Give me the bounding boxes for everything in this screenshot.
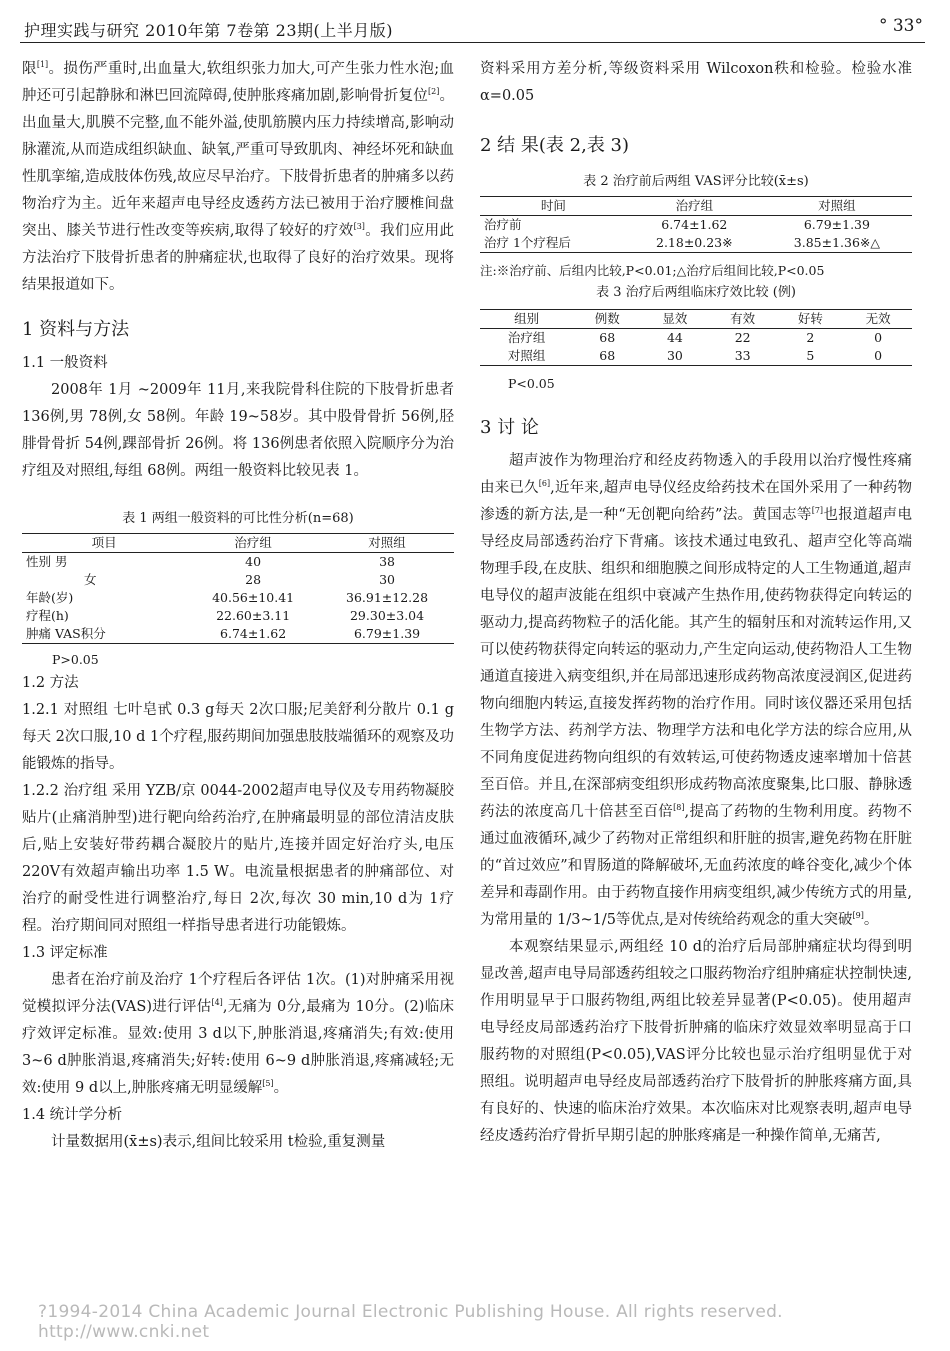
- table-1: [22, 509, 454, 670]
- table-3-caption: 表 3 治疗后两组临床疗效比较 (例): [596, 285, 796, 300]
- table-row: 治疗组 68 44 22 2 0: [507, 330, 883, 345]
- treatment-group-paragraph: 1.2.2 治疗组 采用 YZB/京 0044-2002超声电导仪及专用药物凝胶贴片(止痛消肿型)进行靶向给药治疗,在肿痛最明显的部位清洁皮肤后,贴上安装好带药耦合凝胶片的贴片,连接并固定好治疗头,电压 220V有效超声输出功率 1.5 W。电流量根据患者的肿痛部位、对治疗的耐受性进行调整治疗,每日 2次,每次 30 min,10 d为 1疗程。治疗期间同对照组一样指导患者进行功能锻炼。: [22, 783, 454, 934]
- section-2-heading: 2 结 果(表 2,表 3): [480, 135, 630, 156]
- table-header: 治疗组: [234, 535, 272, 550]
- table-2: [480, 172, 912, 281]
- discussion-paragraph-1: 超声波作为物理治疗和经皮药物透入的手段用以治疗慢性疼痛由来已久[6],近年来,超声电导仪经皮给药技术在国外采用了一种药物渗透的新方法,是一种“无创靶向给药”法。黄国志等[7]也报道超声电导经皮局部透药治疗下背痛。该技术通过电致孔、超声空化等高端物理手段,在皮肤、组织和细胞膜之间形成特定的人工生物通道,超声电导仪的超声波能在组织中衰减产生热作用,使药物获得定向转运的驱动力,提高药物粒子的活化能。其产生的辐射压和对流转运作用,又可以使药物获得定向转运的驱动力,产生定向运动,使药物沿人工生物通道直接进入病变组织,并在局部迅速形成药物高浓度浸润区,促进药物向细胞内转运,直接发挥药物的治疗作用。同时该仪器还采用包括生物学方法、药剂学方法、物理学方法和电化学方法的综合应用,从不同角度促进药物向组织的有效转运,可使药物透皮速率增加十倍甚至百倍。并且,在深部病变组织形成药物高浓度聚集,比口服、静脉透药法的浓度高几十倍甚至百倍[8],提高了药物的生物利用度。药物不通过血液循环,减少了药物对正常组织和肝脏的损害,避免药物在肝脏的“首过效应”和胃肠道的降解破坏,无血药浓度的峰谷变化,减少个体差异和毒副作用。由于药物直接作用病变组织,减少传统方式的用量,为常用量的 1/3~1/5等优点,是对传统给药观念的重大突破[9]。: [480, 453, 913, 928]
- copyright-footer: ?1994-2014 China Academic Journal Electronic Publishing House. All rights reserved. http://www.cnki.net: [38, 1302, 783, 1342]
- statistics-paragraph-continued: 资料采用方差分析,等级资料采用 Wilcoxon秩和检验。检验水准 α=0.05: [480, 61, 912, 104]
- subsection-1-4-heading: 1.4 统计学分析: [22, 1107, 123, 1123]
- table-header: 对照组: [368, 535, 406, 550]
- table-row: 对照组 68 30 33 5 0: [480, 347, 912, 366]
- subsection-1-3-heading: 1.3 评定标准: [22, 945, 108, 961]
- discussion-paragraph-2: 本观察结果显示,两组经 10 d的治疗后局部肿痛症状均得到明显改善,超声电导局部透药组较之口服药物治疗组肿痛症状控制快速,作用明显早于口服药物组,两组比较差异显著(P<0.05)。使用超声电导经皮局部透药治疗下肢骨折肿痛的临床疗效显效率明显高于口服药物的对照组(P<0.05),VAS评分比较也显示治疗组明显优于对照组。说明超声电导经皮局部透药治疗下肢骨折的肿胀疼痛方面,具有良好的、快速的临床治疗效果。本次临床对比观察表明,超声电导经皮透药治疗骨折早期引起的肿胀疼痛是一种操作简单,无痛苦,: [480, 939, 912, 1144]
- control-group-paragraph: 1.2.1 对照组 七叶皂甙 0.3 g每天 2次口服;尼美舒利分散片 0.1 g每天 2次口服,10 d 1个疗程,服药期间加强患肢肢端循环的观察及功能锻炼的指导。: [22, 702, 454, 772]
- table-header: 项目: [91, 535, 117, 550]
- table-row: 治疗前 6.74±1.62 6.79±1.39: [484, 217, 870, 232]
- table-3: [480, 283, 912, 394]
- table-2-note: 注:※治疗前、后组内比较,P<0.01;△治疗后组间比较,P<0.05: [480, 263, 825, 278]
- table-row: 女 28 30: [84, 572, 395, 587]
- statistics-paragraph: 计量数据用(x̄±s)表示,组间比较采用 t检验,重复测量: [51, 1134, 386, 1150]
- page-number: ° 33°: [878, 16, 923, 36]
- table-row: 疗程(h) 22.60±3.11 29.30±3.04: [26, 608, 425, 623]
- table-row: 治疗 1个疗程后 2.18±0.23※ 3.85±1.36※△: [480, 234, 912, 253]
- running-header: [20, 12, 925, 43]
- table-1-caption: 表 1 两组一般资料的可比性分析(n=68): [122, 511, 354, 526]
- general-data-paragraph: 2008年 1月 ~2009年 11月,来我院骨科住院的下肢骨折患者 136例,男 78例,女 58例。年龄 19~58岁。其中股骨骨折 56例,胫腓骨骨折 54例,踝部骨折 26例。将 136例患者依照入院顺序分为治疗组及对照组,每组 68例。两组一般资料比较见表 1。: [22, 382, 454, 479]
- table-row: 肿痛 VAS积分 6.74±1.62 6.79±1.39: [22, 625, 454, 644]
- left-column: [22, 56, 454, 1156]
- table-row: 年龄(岁) 40.56±10.41 36.91±12.28: [26, 590, 429, 605]
- journal-info: 护理实践与研究 2010年第 7卷第 23期(上半月版): [24, 21, 394, 40]
- table-1-note: P>0.05: [52, 652, 99, 667]
- table-header: 有效: [730, 311, 756, 326]
- table-header: 治疗组: [675, 198, 714, 213]
- table-header: 对照组: [818, 198, 856, 213]
- table-header: 好转: [797, 311, 823, 326]
- subsection-1-1-heading: 1.1 一般资料: [22, 355, 108, 371]
- table-header: 无效: [865, 311, 891, 326]
- section-1-heading: 1 资料与方法: [22, 319, 130, 340]
- right-column: [480, 56, 912, 1150]
- table-3-note: P<0.05: [508, 376, 555, 391]
- table-header: 显效: [662, 311, 688, 326]
- table-header: 例数: [594, 311, 620, 326]
- table-header: 组别: [514, 311, 540, 326]
- table-row: 性别 男 40 38: [26, 554, 395, 569]
- table-2-caption: 表 2 治疗前后两组 VAS评分比较(x̄±s): [583, 174, 809, 189]
- subsection-1-2-heading: 1.2 方法: [22, 675, 79, 691]
- table-header: 时间: [540, 198, 566, 213]
- intro-paragraph: 限[1]。损伤严重时,出血量大,软组织张力加大,可产生张力性水泡;血肿还可引起静脉和淋巴回流障碍,使肿胀疼痛加剧,影响骨折复位[2]。出血量大,肌膜不完整,血不能外溢,使肌筋膜内压力持续增高,影响动脉灌流,从而造成组织缺血、缺氧,严重可导致肌肉、神经坏死和缺血性肌挛缩,造成肢体伤残,故应尽早治疗。下肢骨折患者的肿痛多以药物治疗为主。近年来超声电导经皮透药方法已被用于治疗腰椎间盘突出、膝关节进行性改变等疾病,取得了较好的疗效[3]。我们应用此方法治疗下肢骨折患者的肿痛症状,也取得了良好的治疗效果。现将结果报道如下。: [22, 60, 455, 293]
- criteria-paragraph: 患者在治疗前及治疗 1个疗程后各评估 1次。(1)对肿痛采用视觉模拟评分法(VAS)进行评估[4],无痛为 0分,最痛为 10分。(2)临床疗效评定标准。显效:使用 3 d以下,肿胀消退,疼痛消失;有效:使用 3~6 d肿胀消退,疼痛消失;好转:使用 6~9 d肿胀消退,疼痛减轻;无效:使用 9 d以上,肿胀疼痛无明显缓解[5]。: [22, 972, 454, 1096]
- section-3-heading: 3 讨 论: [480, 417, 539, 438]
